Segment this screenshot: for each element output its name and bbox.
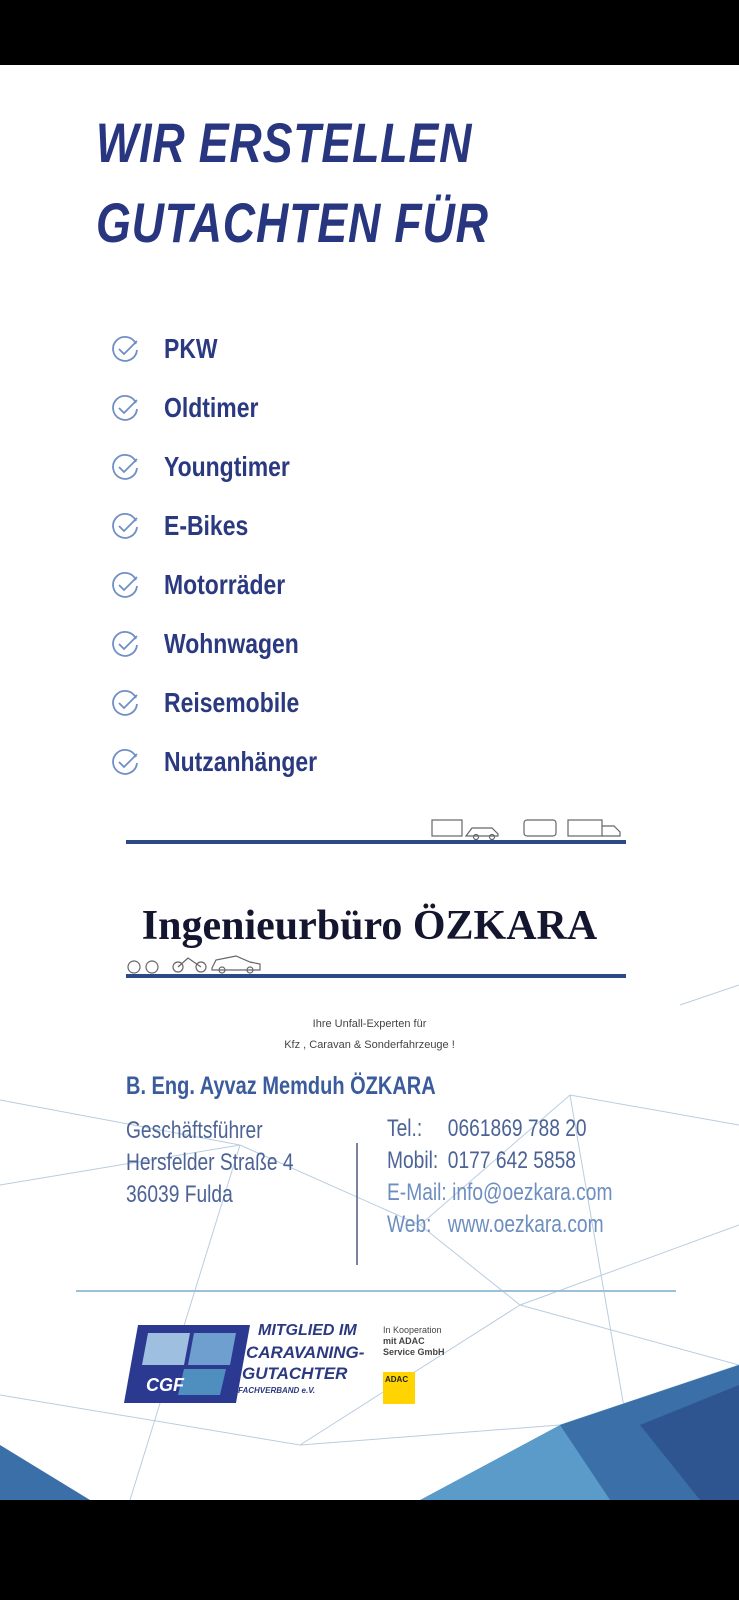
flyer	[0, 65, 739, 1500]
check-circle-icon	[110, 511, 140, 541]
cooperation-line-1: In Kooperation	[383, 1325, 442, 1335]
list-item-label: Motorräder	[164, 569, 286, 600]
contact-block	[387, 1113, 612, 1241]
list-item	[110, 746, 351, 778]
check-circle-icon	[110, 747, 140, 777]
check-circle-icon	[110, 629, 140, 659]
contact-separator	[356, 1143, 358, 1265]
membership-line-3: GUTACHTER	[242, 1364, 348, 1383]
list-item-label: E-Bikes	[164, 510, 249, 541]
address-block	[126, 1115, 294, 1211]
vehicle-icons-top	[430, 816, 626, 840]
list-item	[110, 628, 328, 660]
tagline-line-2: Kfz , Caravan & Sonderfahrzeuge !	[284, 1039, 455, 1051]
role: Geschäftsführer	[126, 1117, 263, 1144]
vehicle-icons-bottom	[126, 952, 266, 974]
check-circle-icon	[110, 393, 140, 423]
check-circle-icon	[110, 570, 140, 600]
list-item	[110, 451, 317, 483]
tel-value[interactable]: 0661869 788 20	[447, 1115, 587, 1142]
tagline-line-1: Ihre Unfall-Experten für	[312, 1018, 427, 1030]
company-name: Ingenieurbüro ÖZKARA	[141, 903, 598, 949]
list-item-label: Youngtimer	[164, 451, 290, 482]
city: 36039 Fulda	[126, 1181, 233, 1208]
street: Hersfelder Straße 4	[126, 1149, 294, 1176]
cooperation-line-2: mit ADAC	[383, 1336, 425, 1346]
divider-bottom	[126, 974, 626, 978]
list-item-label: Wohnwagen	[164, 628, 299, 659]
membership-line-1: MITGLIED IM	[258, 1322, 357, 1339]
background-geometric-lines	[0, 65, 739, 1500]
list-item	[110, 333, 229, 365]
heading-line-2: GUTACHTEN FÜR	[96, 191, 489, 254]
list-item-label: PKW	[164, 333, 218, 364]
mobil-value[interactable]: 0177 642 5858	[447, 1147, 576, 1174]
tel-label: Tel.:	[387, 1115, 423, 1142]
heading-line-1: WIR ERSTELLEN	[96, 111, 473, 174]
cooperation-text	[383, 1325, 445, 1358]
list-item	[110, 687, 329, 719]
membership-line-2: CARAVANING-	[246, 1343, 365, 1362]
footer-divider	[76, 1290, 676, 1292]
web-label: Web:	[387, 1211, 432, 1238]
divider-top	[126, 840, 626, 844]
check-circle-icon	[110, 688, 140, 718]
cooperation-line-3: Service GmbH	[383, 1347, 445, 1357]
email-label: E-Mail:	[387, 1179, 447, 1206]
email-value[interactable]: info@oezkara.com	[452, 1179, 613, 1206]
check-circle-icon	[110, 334, 140, 364]
mobil-label: Mobil:	[387, 1147, 439, 1174]
list-item	[110, 392, 279, 424]
contact-name: B. Eng. Ayvaz Memduh ÖZKARA	[126, 1072, 436, 1100]
list-item	[110, 510, 267, 542]
list-item-label: Oldtimer	[164, 392, 259, 423]
list-item	[110, 569, 312, 601]
list-item-label: Nutzanhänger	[164, 746, 318, 777]
cgf-logo	[124, 1325, 250, 1403]
check-circle-icon	[110, 452, 140, 482]
membership-line-4: FACHVERBAND e.V.	[238, 1386, 316, 1395]
list-item-label: Reisemobile	[164, 687, 300, 718]
adac-logo: ADAC	[383, 1372, 415, 1404]
web-value[interactable]: www.oezkara.com	[447, 1211, 604, 1238]
cgf-logo-text: CGF	[146, 1375, 184, 1395]
